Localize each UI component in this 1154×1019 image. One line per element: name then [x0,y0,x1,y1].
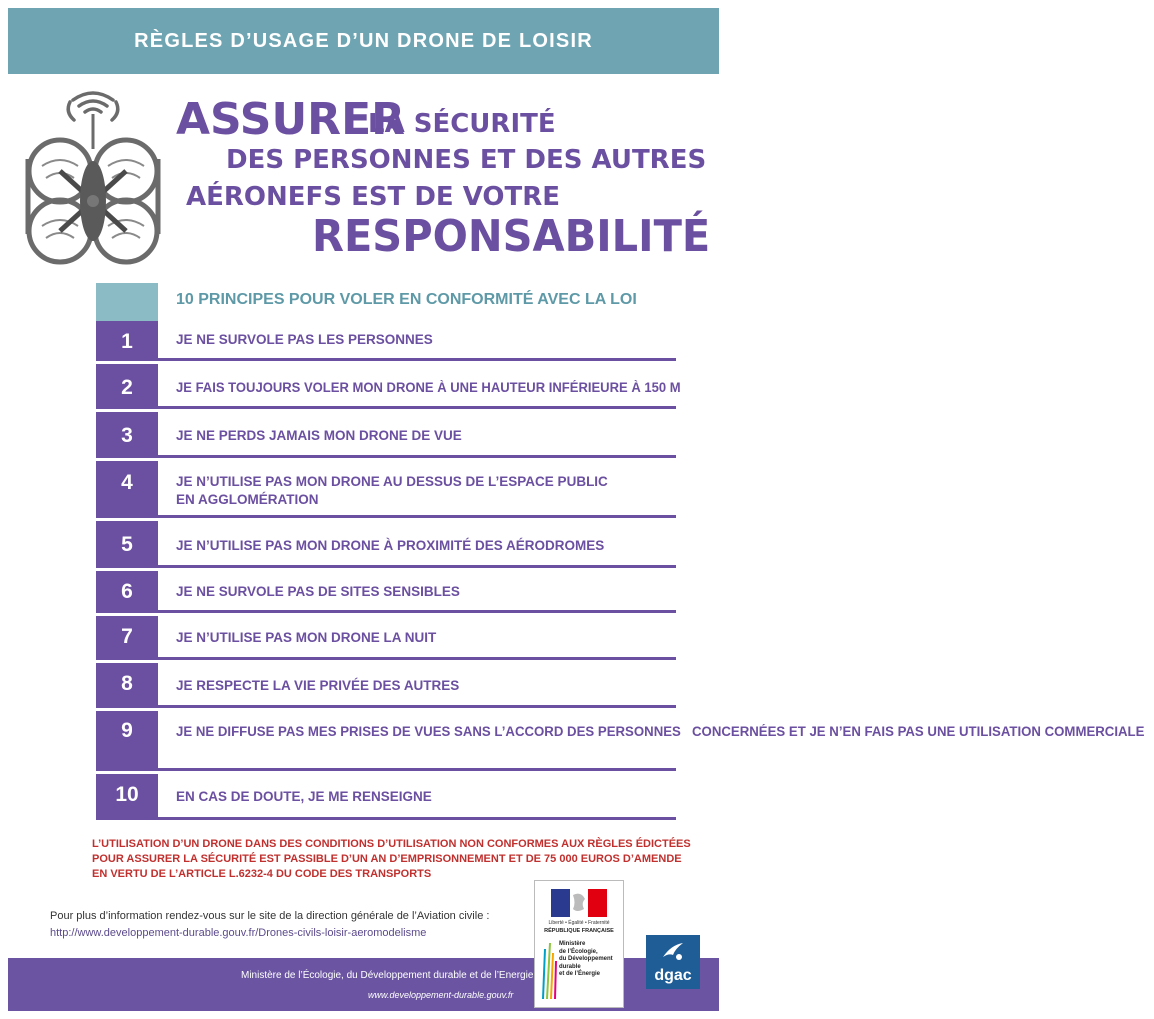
dgac-logo [646,935,700,989]
principle-number: 2 [96,364,158,409]
principle-number: 10 [96,774,158,820]
principle-text: JE NE SURVOLE PAS LES PERSONNES [176,332,433,347]
principles-heading-bar [96,283,726,321]
ministry-stripes-icon [541,941,557,999]
footer-url[interactable]: www.developpement-durable.gouv.fr [368,990,514,1000]
principle-text: JE N’UTILISE PAS MON DRONE AU DESSUS DE L’ESPACE PUBLIC EN AGGLOMÉRATION [176,474,608,507]
republique-motto: Liberté • Égalité • Fraternité [548,920,610,926]
headline-line2: DES PERSONNES ET DES AUTRES [226,145,707,175]
principle-row-7 [96,616,676,660]
principle-row-9 [96,711,1145,771]
row-underline [158,406,676,409]
headline-responsabilite: RESPONSABILITÉ [312,211,711,262]
row-underline [158,358,676,361]
row-underline [158,768,676,771]
principle-row-4 [96,461,676,518]
principle-text: JE FAIS TOUJOURS VOLER MON DRONE À UNE HAUTEUR INFÉRIEURE À 150 M [176,380,681,395]
principle-text: JE NE SURVOLE PAS DE SITES SENSIBLES [176,584,460,599]
principle-number: 8 [96,663,158,708]
row-underline [158,565,676,568]
row-underline [158,817,676,820]
info-text: Pour plus d’information rendez-vous sur le site de la direction générale de l’Aviation civile : [50,910,490,922]
row-underline [158,610,676,613]
row-underline [158,515,676,518]
principle-text: JE NE PERDS JAMAIS MON DRONE DE VUE [176,428,462,443]
principle-number: 1 [96,321,158,361]
headline-assurer: ASSURER [176,94,406,145]
drone-icon [18,84,168,269]
dgac-bird-icon [661,941,685,963]
republique-logo [534,880,624,1008]
principle-number: 9 [96,711,158,771]
principle-number: 3 [96,412,158,458]
header-banner [8,8,719,74]
principle-row-8 [96,663,676,708]
info-section [50,908,489,942]
marianne-icon [551,889,607,917]
principle-number: 7 [96,616,158,660]
headline-line1: LA SÉCURITÉ [368,109,556,139]
republique-ministry: Ministère de l’Écologie, du Développement durable et de l’Énergie [559,941,613,977]
principle-text: JE RESPECTE LA VIE PRIVÉE DES AUTRES [176,678,460,693]
headline-line3: AÉRONEFS EST DE VOTRE [186,182,561,212]
row-underline [158,705,676,708]
principle-row-3 [96,412,676,458]
principle-row-5 [96,521,676,568]
principle-text: JE N’UTILISE PAS MON DRONE À PROXIMITÉ DES AÉRODROMES [176,538,605,553]
principle-text: EN CAS DE DOUTE, JE ME RENSEIGNE [176,789,432,804]
principle-text: JE N’UTILISE PAS MON DRONE LA NUIT [176,630,437,645]
legal-warning: L’UTILISATION D’UN DRONE DANS DES CONDITIONS D’UTILISATION NON CONFORMES AUX RÈGLES ÉDICTÉES POUR ASSURER LA SÉCURITÉ EST PASSIBLE D’UN AN D’EMPRISONNEMENT ET DE 75 000 EUROS D’AMENDE EN VERTU DE L’ARTICLE L.6232-4 DU CODE DES TRANSPORTS [92,838,691,880]
principle-number: 4 [96,461,158,518]
row-underline [158,657,676,660]
row-underline [158,455,676,458]
principles-heading: 10 PRINCIPES POUR VOLER EN CONFORMITÉ AVEC LA LOI [176,291,637,308]
principle-number: 5 [96,521,158,568]
principle-row-2 [96,364,681,409]
dgac-label: dgac [654,967,692,984]
footer-ministry: Ministère de l’Écologie, du Développement durable et de l’Energie [241,970,534,981]
principle-row-1 [96,321,676,361]
info-link[interactable]: http://www.developpement-durable.gouv.fr/Drones-civils-loisir-aeromodelisme [50,927,427,939]
banner-title: RÈGLES D’USAGE D’UN DRONE DE LOISIR [134,29,593,52]
principle-text: JE NE DIFFUSE PAS MES PRISES DE VUES SANS L’ACCORD DES PERSONNES CONCERNÉES ET JE N’EN FAIS PAS UNE UTILISATION COMMERCIALE [176,724,1145,739]
principle-number: 6 [96,571,158,613]
principle-row-6 [96,571,676,613]
heading-marker [96,283,158,321]
republique-name: RÉPUBLIQUE FRANÇAISE [544,928,614,934]
principle-row-10 [96,774,676,820]
